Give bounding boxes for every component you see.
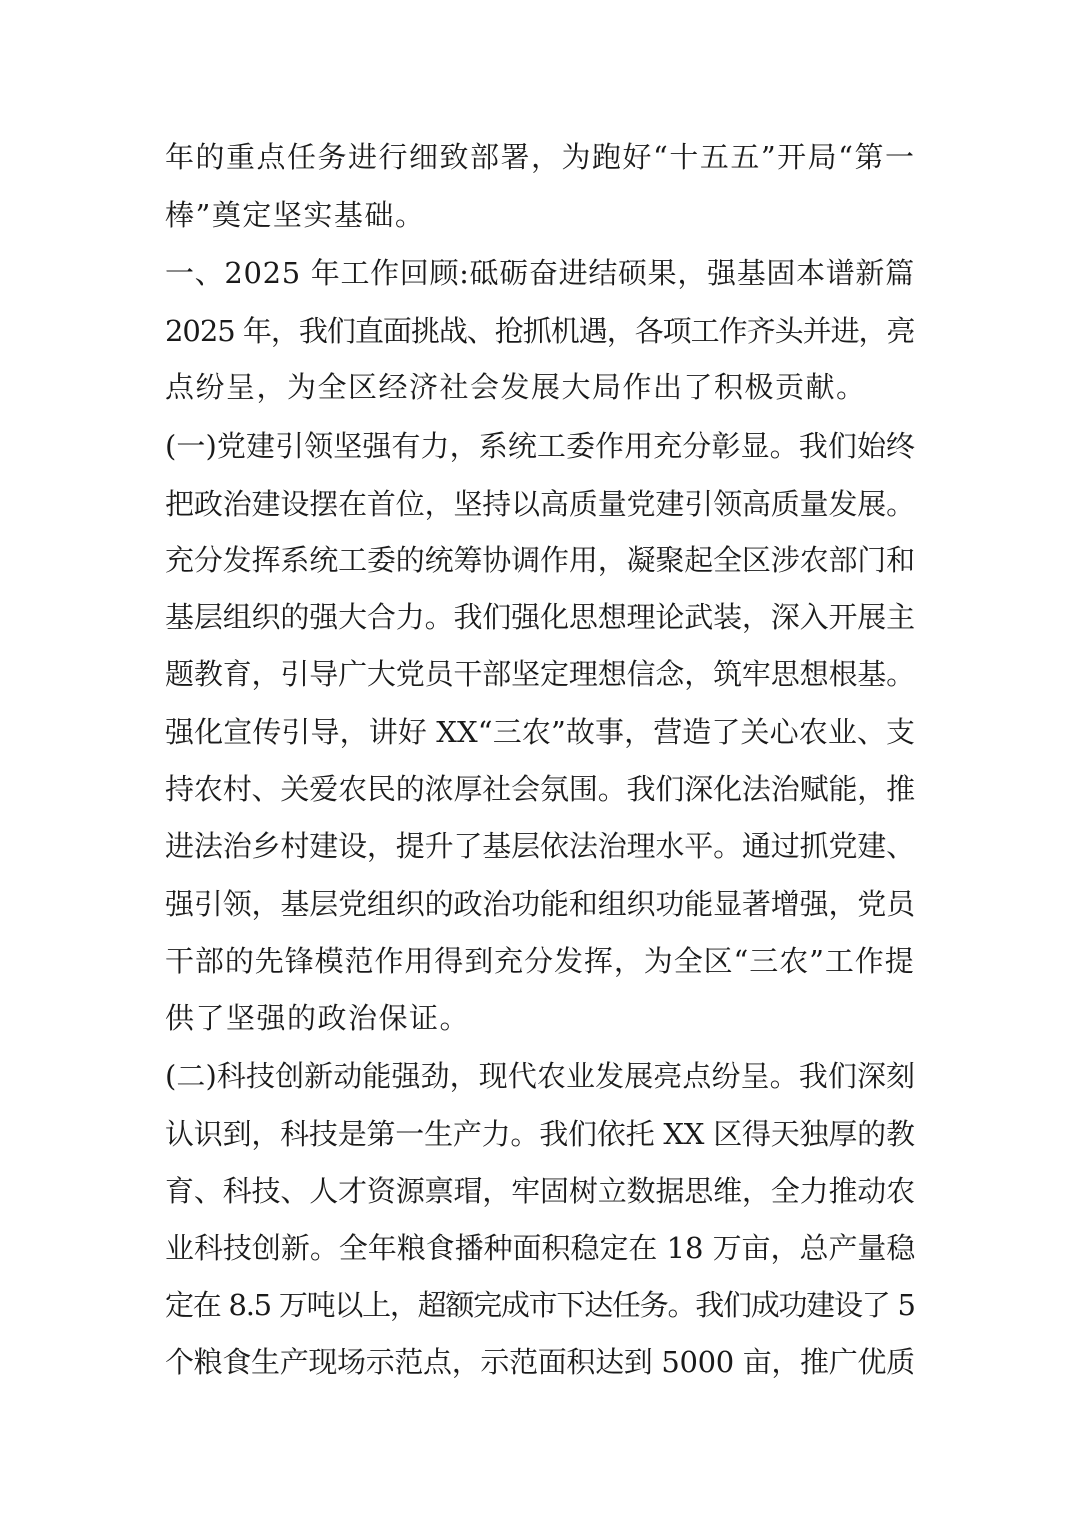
text-line: 定在 8.5 万吨以上，超额完成市下达任务。我们成功建设了 5 <box>165 1288 915 1322</box>
text-line: 把政治建设摆在首位，坚持以高质量党建引领高质量发展。 <box>165 487 916 521</box>
text-line: 认识到，科技是第一生产力。我们依托 XX 区得天独厚的教 <box>165 1117 915 1151</box>
text-line: 点纷呈，为全区经济社会发展大局作出了积极贡献。 <box>165 370 867 404</box>
text-line: 题教育，引导广大党员干部坚定理想信念，筑牢思想根基。 <box>165 657 916 691</box>
subsection-line: (一)党建引领坚强有力，系统工委作用充分彰显。我们始终 <box>165 429 916 463</box>
text-line: 2025 年，我们直面挑战、抢抓机遇，各项工作齐头并进，亮 <box>165 314 915 348</box>
text-line: 业科技创新。全年粮食播种面积稳定在 18 万亩，总产量稳 <box>165 1231 916 1265</box>
text-line: 持农村、关爱农民的浓厚社会氛围。我们深化法治赋能，推 <box>165 772 916 806</box>
section-heading: 一、2025 年工作回顾:砥砺奋进结硕果，强基固本谱新篇 <box>165 256 915 290</box>
text-line: 年的重点任务进行细致部署，为跑好“十五五”开局“第一 <box>165 140 916 174</box>
text-line: 干部的先锋模范作用得到充分发挥，为全区“三农”工作提 <box>165 944 915 978</box>
text-line: 供了坚强的政治保证。 <box>165 1001 471 1035</box>
text-line: 强引领，基层党组织的政治功能和组织功能显著增强，党员 <box>165 887 916 921</box>
text-line: 基层组织的强大合力。我们强化思想理论武装，深入开展主 <box>165 600 916 634</box>
text-line: 育、科技、人才资源禀瑁，牢固树立数据思维，全力推动农 <box>165 1174 916 1208</box>
text-line: 强化宣传引导，讲好 XX“三农”故事，营造了关心农业、支 <box>165 715 916 749</box>
text-line: 棒”奠定坚实基础。 <box>165 198 426 232</box>
text-line: 充分发挥系统工委的统筹协调作用，凝聚起全区涉农部门和 <box>165 543 916 577</box>
text-line: 个粮食生产现场示范点，示范面积达到 5000 亩，推广优质 <box>165 1345 915 1379</box>
text-line: 进法治乡村建设，提升了基层依法治理水平。通过抓党建、 <box>165 829 916 863</box>
subsection-line: (二)科技创新动能强劲，现代农业发展亮点纷呈。我们深刻 <box>165 1059 916 1093</box>
